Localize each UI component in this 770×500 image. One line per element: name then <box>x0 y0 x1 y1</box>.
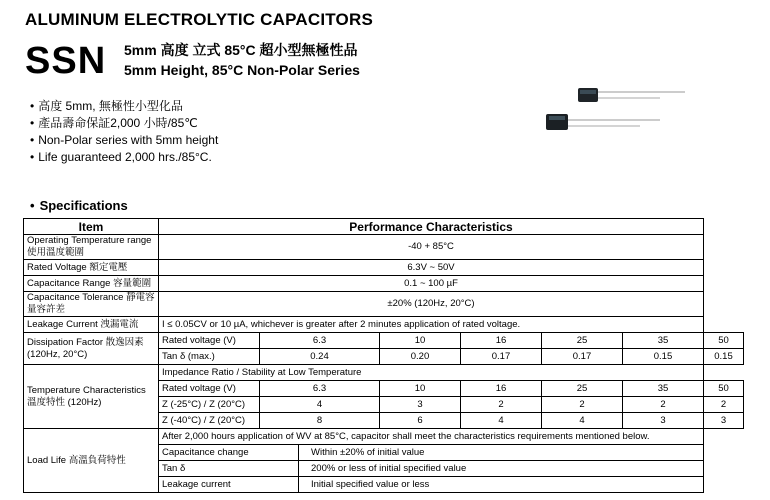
tan-delta-value: 0.24 <box>260 349 380 365</box>
dissipation-label: Dissipation Factor 散逸因素 (120Hz, 20°C) <box>24 333 159 365</box>
tan-delta-value: 0.17 <box>461 349 542 365</box>
z40-label: Z (-40°C) / Z (20°C) <box>159 413 260 429</box>
temperature-label: Temperature Characteristics 溫度特性 (120Hz) <box>24 365 159 429</box>
op-temp-value: -40 + 85°C <box>159 235 704 260</box>
table-row <box>24 292 744 317</box>
z40-value: 8 <box>260 413 380 429</box>
cap-tolerance-value: ±20% (120Hz, 20°C) <box>159 292 704 317</box>
tan-delta-value: 0.15 <box>704 349 744 365</box>
z25-label: Z (-25°C) / Z (20°C) <box>159 397 260 413</box>
specifications-table <box>23 218 744 493</box>
z25-value: 2 <box>704 397 744 413</box>
subtitle-chinese: 5mm 高度 立式 85°C 超小型無極性品 <box>124 42 358 58</box>
capacitor-product-image <box>540 82 690 137</box>
z25-value: 4 <box>260 397 380 413</box>
table-header-row <box>24 219 744 235</box>
cap-tolerance-label: Capacitance Tolerance 靜電容量容許差 <box>24 292 159 317</box>
cap-range-value: 0.1 ~ 100 µF <box>159 276 704 292</box>
tc-voltage: 16 <box>461 381 542 397</box>
tan-delta-value: 0.15 <box>623 349 704 365</box>
rated-voltage-label: Rated Voltage 額定電壓 <box>24 260 159 276</box>
load-life-value: Within ±20% of initial value <box>299 445 704 461</box>
col-header-item: Item <box>24 219 159 235</box>
subtitle-english: 5mm Height, 85°C Non-Polar Series <box>124 62 360 78</box>
load-life-intro: After 2,000 hours application of WV at 85°C, capacitor shall meet the characteristics requirements mentioned below. <box>159 429 704 445</box>
tc-voltage: 25 <box>542 381 623 397</box>
z40-value: 3 <box>704 413 744 429</box>
z25-value: 2 <box>542 397 623 413</box>
col-header-performance: Performance Characteristics <box>159 219 704 235</box>
df-voltage: 16 <box>461 333 542 349</box>
specifications-heading: • Specifications <box>30 198 128 213</box>
table-row <box>24 317 744 333</box>
z25-value: 3 <box>380 397 461 413</box>
capacitor-small-image <box>578 88 685 102</box>
load-life-value: 200% or less of initial specified value <box>299 461 704 477</box>
document-title: ALUMINUM ELECTROLYTIC CAPACITORS <box>25 10 373 29</box>
op-temp-label: Operating Temperature range 使用溫度範圍 <box>24 235 159 260</box>
series-name: SSN <box>25 40 107 82</box>
leakage-value: I ≤ 0.05CV or 10 µA, whichever is greater after 2 minutes application of rated voltage. <box>159 317 704 333</box>
z40-value: 6 <box>380 413 461 429</box>
capacitor-large-image <box>546 114 660 130</box>
tc-voltage: 50 <box>704 381 744 397</box>
feature-item: • 產品壽命保証2,000 小時/85℃ <box>30 115 218 132</box>
load-life-key: Leakage current <box>159 477 299 493</box>
load-life-key: Capacitance change <box>159 445 299 461</box>
table-row <box>24 235 744 260</box>
feature-item: • 高度 5mm, 無極性小型化品 <box>30 98 218 115</box>
df-voltage: 6.3 <box>260 333 380 349</box>
tan-delta-value: 0.20 <box>380 349 461 365</box>
feature-item: • Life guaranteed 2,000 hrs./85°C. <box>30 149 218 166</box>
tan-delta-label: Tan δ (max.) <box>159 349 260 365</box>
tc-voltage: 6.3 <box>260 381 380 397</box>
z40-value: 4 <box>542 413 623 429</box>
load-life-value: Initial specified value or less <box>299 477 704 493</box>
table-row <box>24 429 744 445</box>
table-row <box>24 276 744 292</box>
load-life-key: Tan δ <box>159 461 299 477</box>
rated-voltage-value: 6.3V ~ 50V <box>159 260 704 276</box>
z40-value: 4 <box>461 413 542 429</box>
cap-range-label: Capacitance Range 容量範圍 <box>24 276 159 292</box>
table-row <box>24 333 744 349</box>
impedance-title: Impedance Ratio / Stability at Low Temperature <box>159 365 704 381</box>
tc-rated-voltage-label: Rated voltage (V) <box>159 381 260 397</box>
tan-delta-value: 0.17 <box>542 349 623 365</box>
feature-item: • Non-Polar series with 5mm height <box>30 132 218 149</box>
df-voltage: 50 <box>704 333 744 349</box>
z25-value: 2 <box>623 397 704 413</box>
table-row <box>24 365 744 381</box>
tc-voltage: 35 <box>623 381 704 397</box>
df-rated-voltage-label: Rated voltage (V) <box>159 333 260 349</box>
table-row <box>24 260 744 276</box>
z25-value: 2 <box>461 397 542 413</box>
tc-voltage: 10 <box>380 381 461 397</box>
feature-list <box>30 98 218 166</box>
df-voltage: 35 <box>623 333 704 349</box>
load-life-label: Load Life 高溫負荷特性 <box>24 429 159 493</box>
df-voltage: 10 <box>380 333 461 349</box>
z40-value: 3 <box>623 413 704 429</box>
leakage-label: Leakage Current 洩漏電流 <box>24 317 159 333</box>
df-voltage: 25 <box>542 333 623 349</box>
